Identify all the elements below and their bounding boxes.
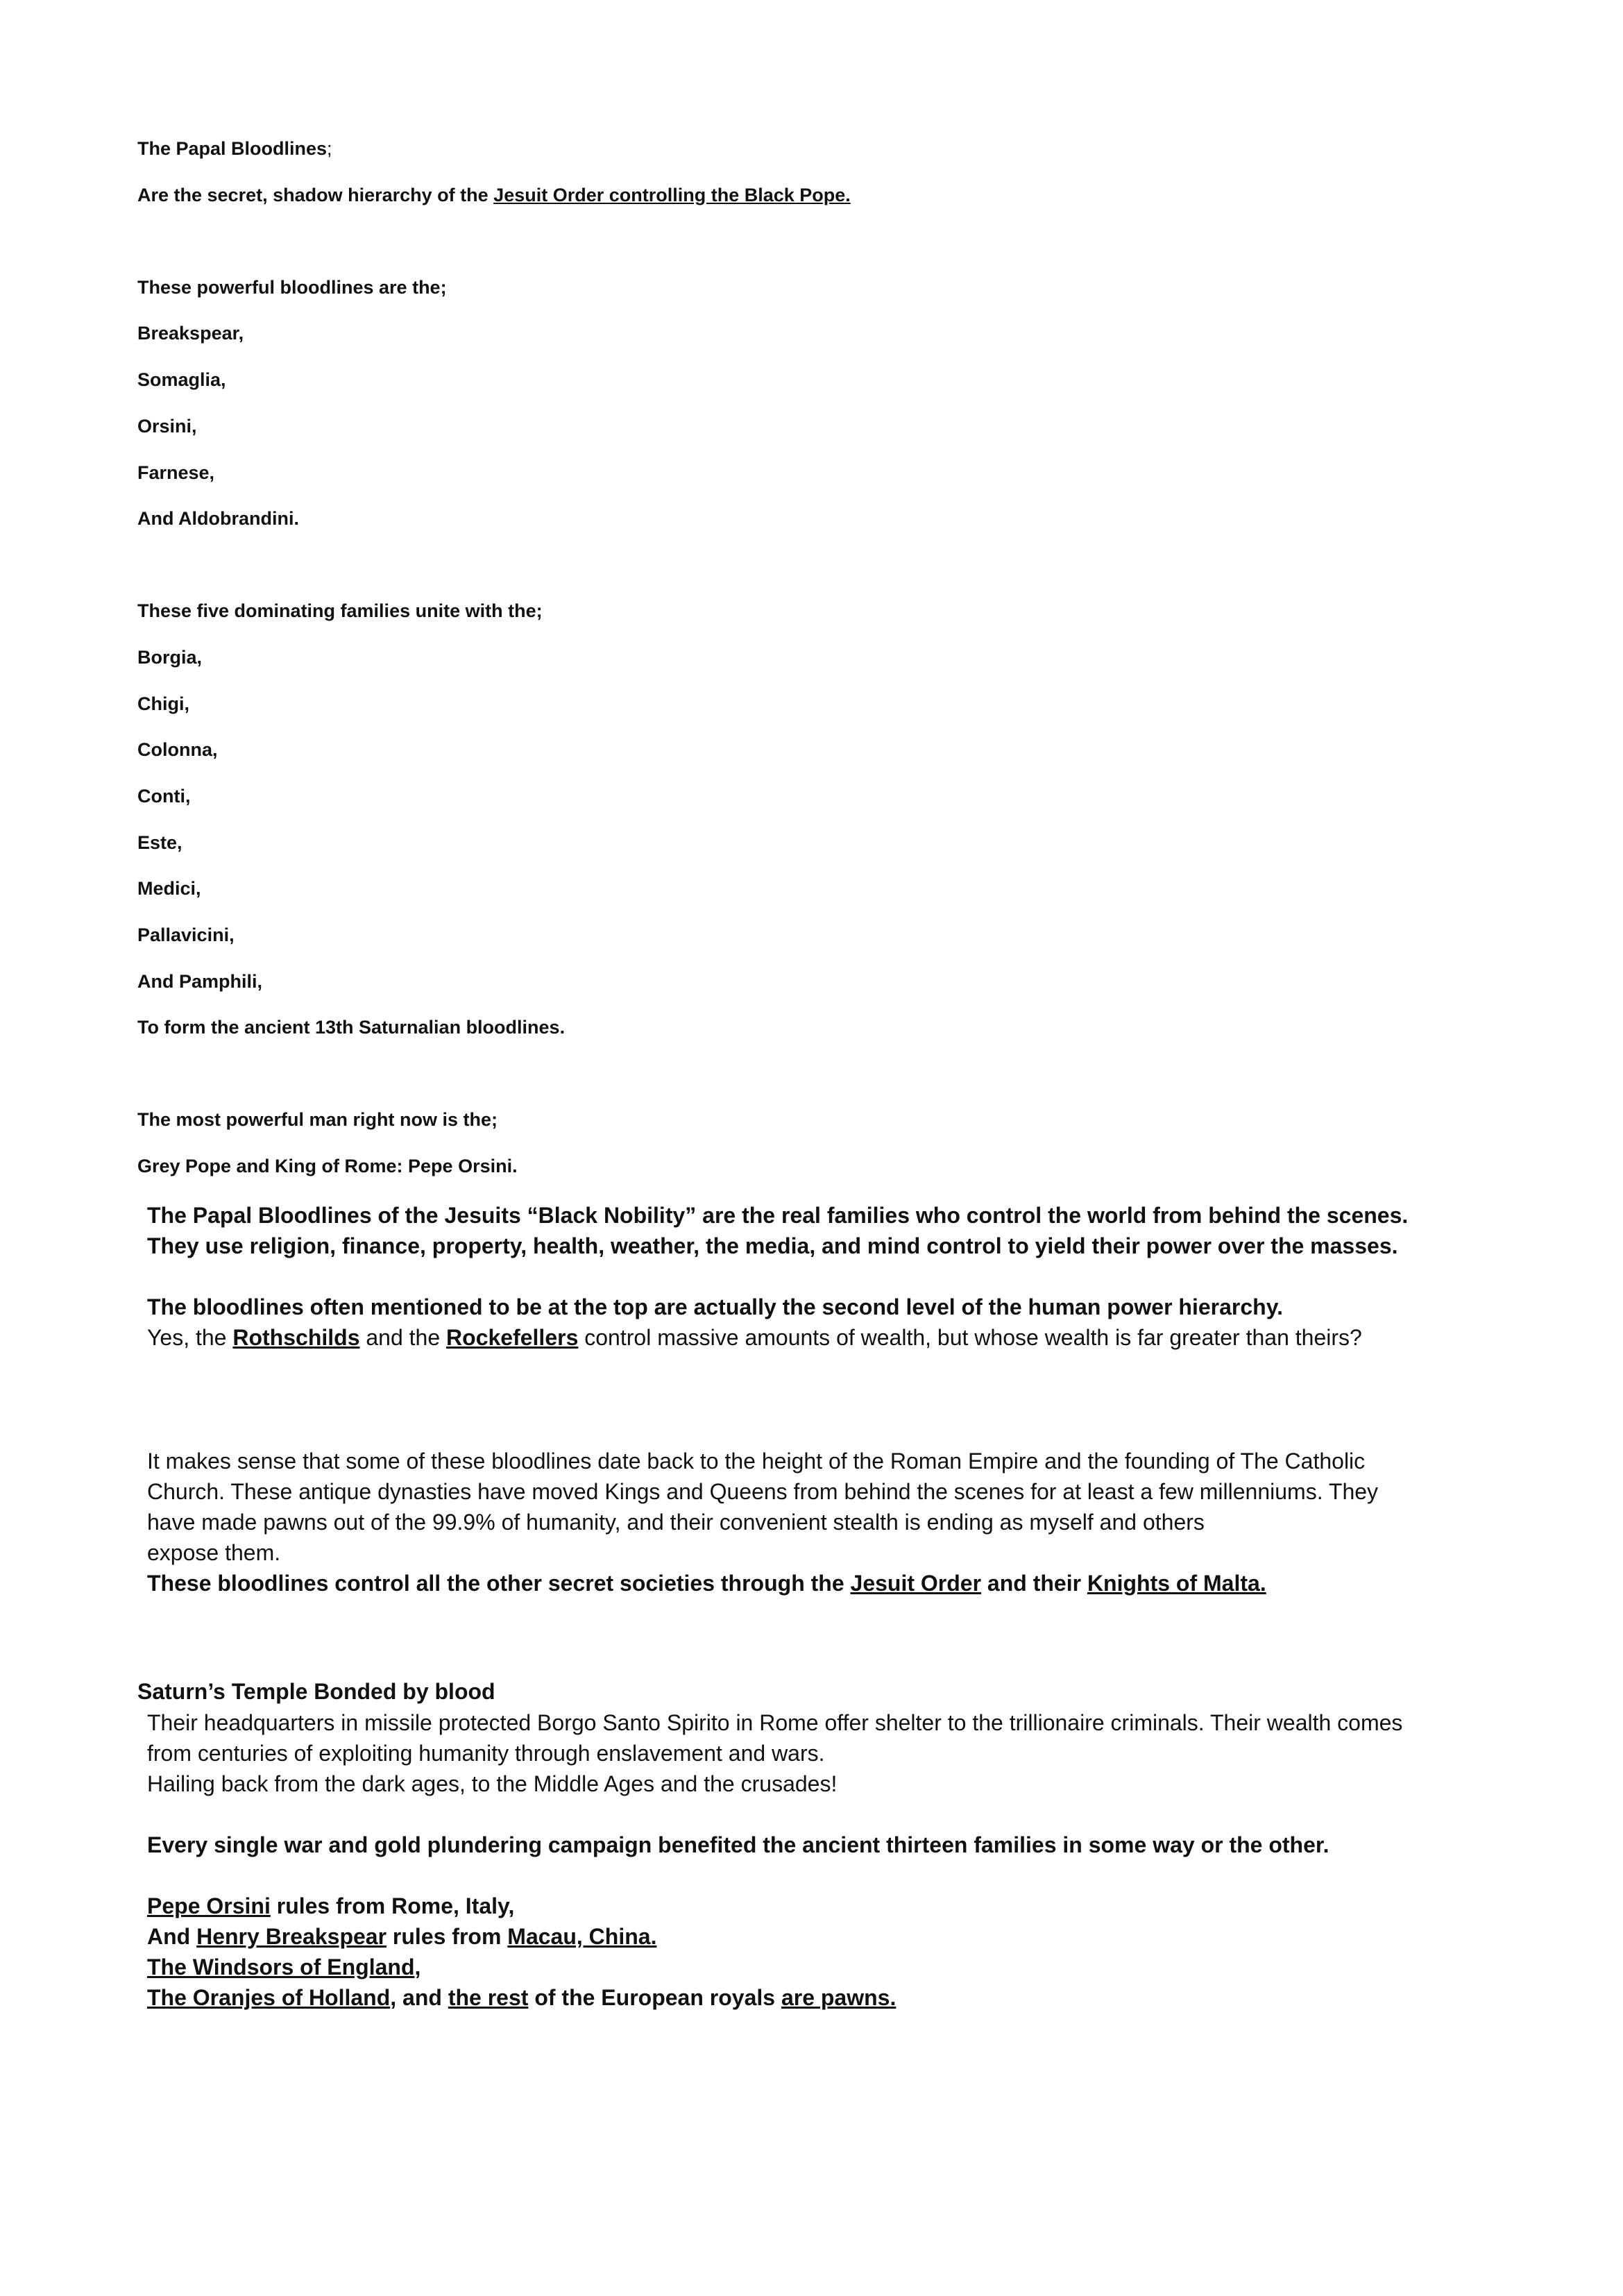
- spacer: [147, 1261, 1408, 1292]
- pepe-orsini-link[interactable]: Pepe Orsini: [147, 1893, 271, 1918]
- paragraph-line: Every single war and gold plundering campaign benefited the ancient thirteen families in some way or the other.: [147, 1832, 1329, 1857]
- macau-china-link[interactable]: Macau, China.: [507, 1924, 657, 1949]
- paragraph-line: Church. These antique dynasties have moved Kings and Queens from behind the scenes for at least a few millenniums. They: [147, 1479, 1379, 1504]
- five-families-intro: These five dominating families unite with the;: [137, 600, 543, 621]
- title: The Papal Bloodlines: [137, 138, 328, 159]
- rothschilds-link[interactable]: Rothschilds: [232, 1325, 360, 1350]
- paragraph-line: And Henry Breakspear rules from Macau, China.: [147, 1924, 657, 1949]
- the-rest-link[interactable]: the rest: [448, 1985, 529, 2010]
- paragraph-line: from centuries of exploiting humanity through enslavement and wars.: [147, 1741, 825, 1766]
- form-line: To form the ancient 13th Saturnalian bloodlines.: [137, 1017, 566, 1038]
- black-nobility-section: [147, 1200, 1408, 1353]
- family-colonna: Colonna,: [137, 739, 218, 760]
- most-powerful-line: The most powerful man right now is the;: [137, 1109, 498, 1130]
- paragraph-line: These bloodlines control all the other secret societies through the Jesuit Order and their Knights of Malta.: [147, 1571, 1266, 1596]
- are-pawns-link[interactable]: are pawns.: [781, 1985, 897, 2010]
- history-section: [147, 1446, 1378, 1598]
- family-orsini: Orsini,: [137, 416, 197, 437]
- oranjes-link[interactable]: The Oranjes of Holland: [147, 1985, 391, 2010]
- paragraph-line: Hailing back from the dark ages, to the Middle Ages and the crusades!: [147, 1771, 838, 1796]
- windsors-link[interactable]: The Windsors of England: [147, 1955, 415, 1980]
- family-pallavicini: Pallavicini,: [137, 925, 235, 945]
- family-medici: Medici,: [137, 878, 201, 899]
- powerful-intro: These powerful bloodlines are the;: [137, 277, 447, 298]
- paragraph-line: The Windsors of England,: [147, 1955, 421, 1980]
- family-farnese: Farnese,: [137, 462, 215, 483]
- paragraph-line: The Papal Bloodlines of the Jesuits “Black Nobility” are the real families who control the world from behind the scenes.: [147, 1203, 1409, 1228]
- paragraph-line: Yes, the Rothschilds and the Rockefellers control massive amounts of wealth, but whose wealth is far greater than theirs?: [147, 1325, 1362, 1350]
- title-line: The Papal Bloodlines;: [137, 138, 332, 159]
- grey-pope-line: Grey Pope and King of Rome: Pepe Orsini.: [137, 1156, 518, 1176]
- paragraph-line: They use religion, finance, property, health, weather, the media, and mind control to yield their power over the masses.: [147, 1233, 1398, 1258]
- jesuit-order-link[interactable]: Jesuit Order: [850, 1571, 982, 1596]
- henry-breakspear-link[interactable]: Henry Breakspear: [196, 1924, 387, 1949]
- family-borgia: Borgia,: [137, 647, 203, 668]
- spacer: [147, 1860, 1402, 1891]
- family-pamphili: And Pamphili,: [137, 971, 263, 992]
- family-chigi: Chigi,: [137, 693, 189, 714]
- family-aldobrandini: And Aldobrandini.: [137, 508, 299, 529]
- intro-line: Are the secret, shadow hierarchy of the Jesuit Order controlling the Black Pope.: [137, 185, 851, 205]
- paragraph-line: The bloodlines often mentioned to be at the top are actually the second level of the human power hierarchy.: [147, 1294, 1283, 1319]
- family-somaglia: Somaglia,: [137, 369, 226, 390]
- knights-of-malta-link[interactable]: Knights of Malta.: [1087, 1571, 1266, 1596]
- paragraph-line: It makes sense that some of these bloodlines date back to the height of the Roman Empire and the founding of The Catholic: [147, 1449, 1366, 1474]
- paragraph-line: Their headquarters in missile protected Borgo Santo Spirito in Rome offer shelter to the trillionaire criminals. Their wealth comes: [147, 1710, 1403, 1735]
- paragraph-line: have made pawns out of the 99.9% of humanity, and their convenient stealth is ending as myself and others: [147, 1510, 1205, 1535]
- saturn-temple-heading: Saturn’s Temple Bonded by blood: [137, 1679, 495, 1704]
- family-este: Este,: [137, 832, 182, 853]
- jesuit-order-link[interactable]: Jesuit Order controlling the Black Pope.: [493, 185, 851, 205]
- paragraph-line: The Oranjes of Holland, and the rest of the European royals are pawns.: [147, 1985, 897, 2010]
- family-conti: Conti,: [137, 786, 191, 807]
- saturn-temple-section: [147, 1707, 1402, 2013]
- spacer: [147, 1799, 1402, 1830]
- paragraph-line: expose them.: [147, 1540, 281, 1565]
- paragraph-line: Pepe Orsini rules from Rome, Italy,: [147, 1893, 515, 1918]
- rockefellers-link[interactable]: Rockefellers: [446, 1325, 579, 1350]
- family-breakspear: Breakspear,: [137, 323, 244, 344]
